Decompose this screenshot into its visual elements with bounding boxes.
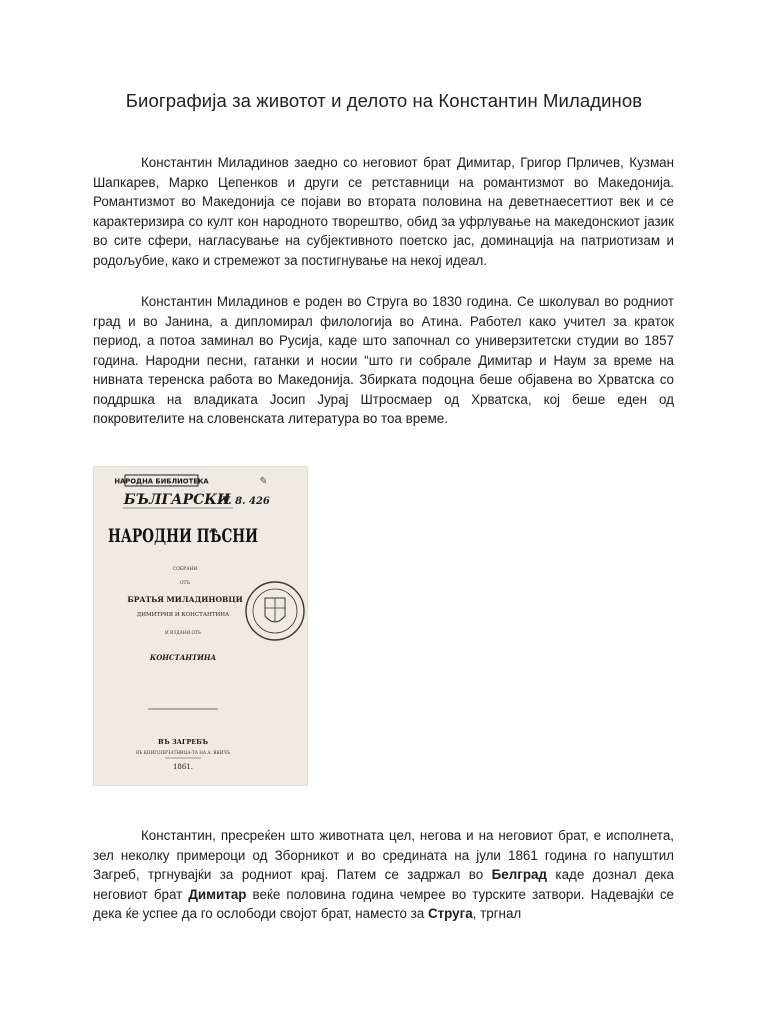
p3-text-1: Константин, пресреќен што животната цел, негова и на неговиот брат, е исполнета, зел неколку примероци од Зборникот и во средината на јули 1861 година го напуштил Загреб, тргнувајќи за родниот крај. Патем се задржал во <box>93 828 674 882</box>
by-text: ОТЪ <box>179 581 191 586</box>
city-text: ВЪ ЗАГРЕБЪ <box>157 738 209 746</box>
p3-bold-dimitar: Димитар <box>188 886 247 902</box>
book-title-line1: БЪЛГАРСКИ <box>123 492 231 508</box>
p3-text-2: каде дознал дека неговиот брат <box>93 867 674 902</box>
year-text: 1861. <box>172 763 194 771</box>
handwritten-number: V. 8. 426 <box>222 496 270 507</box>
konstantin-text: КОНСТАНТИНА <box>149 653 217 662</box>
paragraph-intro: Константин Миладинов заедно со неговиот брат Димитар, Григор Прличев, Кузман Шапкарев, Марко Цепенков и други се ретставници на романтизмот во Македонија. Романтизмот во Македонија се појави во втората половина на деветнаесеттиот век и се карактеризира со култ кон народното творештво, обид за уфрлување на македонскиот јазик во сите сфери, нагласување на субјективното поетско јас, доминација на патриотизам и родољубие, како и стремежот за постигнување на некој идеал. <box>93 155 674 268</box>
paragraph-return <box>93 826 674 924</box>
paragraph-birth: Константин Миладинов е роден во Струга во 1830 година. Се школувал во родниот град и во Јанина, а дипломирал филологија во Атина. Работел како учител за краток период, а потоа заминал во Русија, каде што започнал со универзитетски студии во 1857 година. Народни песни, гатанки и носии “што ги собрале Димитар и Наум за време на нивната теренска работа во Македонија. Збирката подоцна беше објавена во Хрватска со поддршка на владиката Јосип Јурај Штросмаер од Хрватска, кој беше еден од покровителите на словенската литература во тоа време. <box>93 294 674 426</box>
book-cover-image <box>93 466 308 786</box>
document-title: Биографија за животот и делото на Константин Миладинов <box>125 90 643 111</box>
p3-bold-belgrade: Белград <box>491 867 547 882</box>
library-stamp-text: НАРОДНА БИБЛИОТЕКА <box>114 477 209 486</box>
handwritten-catalog-number: ✎ <box>257 475 268 488</box>
p3-bold-struga: Струга <box>427 906 473 921</box>
brothers-text: БРАТЬЯ МИЛАДИНОВЦИ <box>127 595 243 604</box>
p3-text-3: веќе половина година чемрее во турските затвори. Надевајќи се дека ќе успее да го ослободи својот брат, наместо за <box>93 886 674 921</box>
printer-text: ВЪ КНИГОПЕЧАТНИЦА-ТА НА А. ЯКИЧЪ <box>135 750 231 755</box>
collected-text: СОБРАНИ <box>172 567 198 572</box>
book-title-line2: НАРОДНИ ПѢСНИ <box>108 525 259 547</box>
published-by-text: И ИЗДАНИ ОТЪ <box>164 630 202 635</box>
book-cover-svg <box>93 466 308 786</box>
names-text: ДИМИТРИЯ И КОНСТАНТИНА <box>136 612 230 618</box>
p3-text-4: , тргнал <box>472 906 522 921</box>
